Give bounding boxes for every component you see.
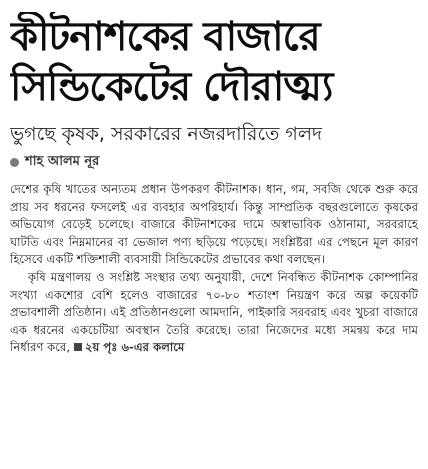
circle-bullet-icon bbox=[10, 158, 19, 167]
headline-line-1: কীটনাশকের বাজারে bbox=[10, 14, 320, 60]
article-paragraph-1: দেশের কৃষি খাতের অন্যতম প্রধান উপকরণ কীটনাশক। ধান, গম, সবজি থেকে শুরু করে প্রায় সব ধরনের ফসলেই এর ব্যবহার অপরিহার্য। কিন্তু সাম্প্রতিক বছরগুলোতে কৃষকের অভিযোগ বেড়েই চলেছে। বাজারে কীটনাশকের দামে অস্বাভাবিক ওঠানামা, সরবরাহে ঘাটতি এবং নিম্নমানের বা ভেজাল পণ্য ছড়িয়ে পড়েছে। সংশ্লিষ্টরা এর পেছনে মূল কারণ হিসেবে একটি শক্তিশালী ব্যবসায়ী সিন্ডিকেটের প্রভাবের কথা বলছেন। bbox=[10, 182, 418, 267]
continued-reference: ২য় পৃঃ ৬-এর কলামে bbox=[85, 340, 185, 355]
article-paragraph-2-text: কৃষি মন্ত্রণালয় ও সংশ্লিষ্ট সংস্থার তথ্য অনুযায়ী, দেশে নিবন্ধিত কীটনাশক কোম্পানির সংখ্যা একশোর বেশি হলেও বাজারের ৭০-৮০ শতাংশ নিয়ন্ত্রণ করে অল্প কয়েকটি প্রভাবশালী প্রতিষ্ঠান। এই প্রতিষ্ঠানগুলো আমদানি, পাইকারি সরবরাহ এবং খুচরা বাজারে এক ধরনের একচেটিয়া অবস্থান তৈরি করেছে। তারা নিজেদের মধ্যে সমন্বয় করে দাম নির্ধারণ করে, bbox=[10, 269, 418, 355]
article-body bbox=[10, 181, 418, 357]
headline-line-2: সিন্ডিকেটের দৌরাত্ম্য bbox=[10, 64, 333, 110]
subheading: ভুগছে কৃষক, সরকারের নজরদারিতে গলদ bbox=[10, 123, 323, 145]
article-paragraph-2 bbox=[10, 269, 418, 357]
headline bbox=[10, 12, 418, 112]
byline-author: শাহ আলম নূর bbox=[25, 153, 100, 169]
byline bbox=[10, 151, 418, 173]
square-icon bbox=[74, 343, 82, 351]
